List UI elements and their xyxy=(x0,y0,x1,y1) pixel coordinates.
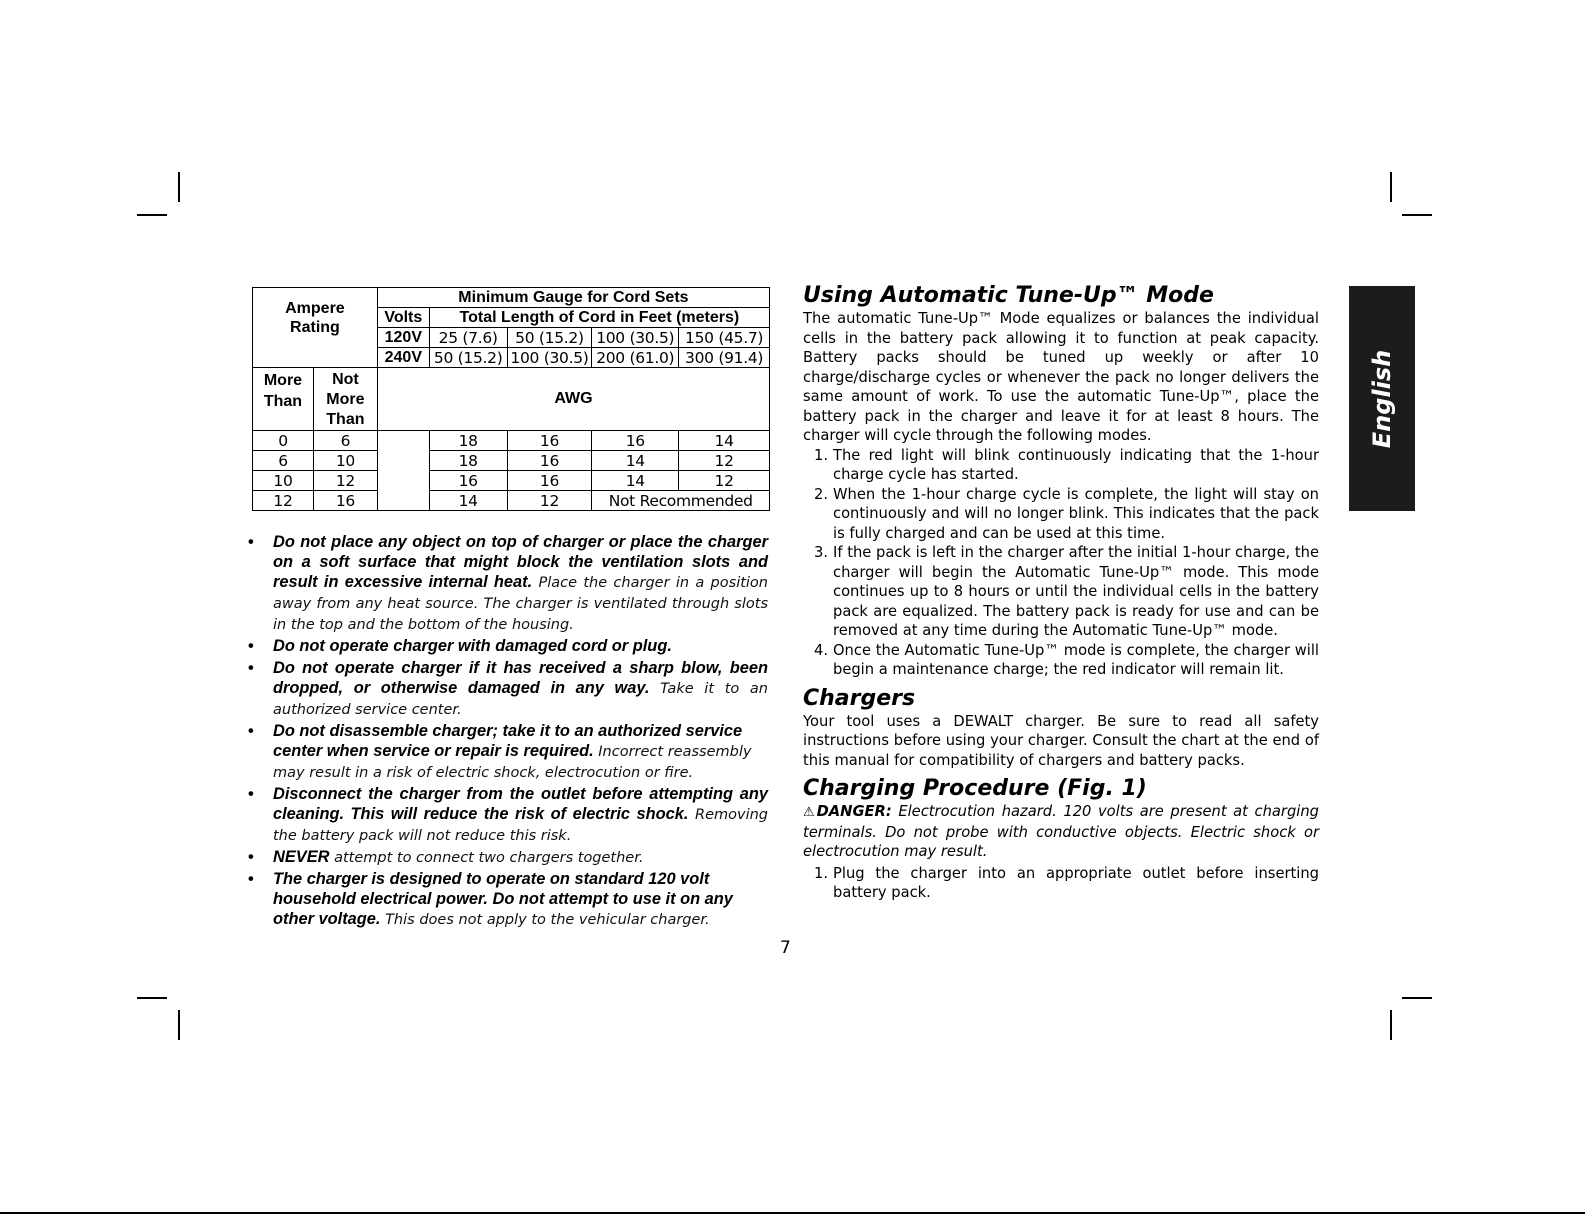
gauge-cell: 16 xyxy=(429,471,507,491)
chargers-text: Your tool uses a DEWALT charger. Be sure to read all safety instructions before using your charger. Consult the chart at the end of this manual for compatibility of chargers and battery packs. xyxy=(803,712,1319,769)
volts-header: Volts xyxy=(377,308,429,328)
warning-triangle-icon: ⚠ xyxy=(803,805,817,820)
crop-mark xyxy=(1402,214,1432,216)
length-cell: 200 (61.0) xyxy=(592,348,679,368)
page-number: 7 xyxy=(780,938,791,958)
list-item: 1. Plug the charger into an appropriate outlet before inserting battery pack. xyxy=(814,864,1319,901)
language-side-tab xyxy=(1349,286,1415,511)
awg-header: AWG xyxy=(377,368,769,431)
voltage-240: 240V xyxy=(377,348,429,368)
crop-mark xyxy=(137,997,167,999)
list-item: 1. The red light will blink continuously indicating that the 1-hour charge cycle has started. xyxy=(814,446,1319,483)
more-than-cell: 12 xyxy=(253,491,314,511)
gauge-cell: 16 xyxy=(507,431,592,451)
safety-bullet-list xyxy=(248,532,768,931)
more-than-header: More Than xyxy=(253,368,314,431)
cord-gauge-table xyxy=(252,287,770,511)
length-cell: 150 (45.7) xyxy=(679,328,770,348)
section-heading-chargers: Chargers xyxy=(803,685,916,711)
gauge-cell: 14 xyxy=(679,431,770,451)
danger-notice: ⚠DANGER: Electrocution hazard. 120 volts are present at charging terminals. Do not probe with conductive objects. Electric shock or electrocution may result. xyxy=(803,803,1320,860)
crop-mark xyxy=(1390,1010,1392,1040)
not-more-than-header: Not More Than xyxy=(313,368,377,431)
more-than-cell: 10 xyxy=(253,471,314,491)
not-more-than-cell: 16 xyxy=(313,491,377,511)
more-than-cell: 0 xyxy=(253,431,314,451)
gauge-cell: 14 xyxy=(592,451,679,471)
crop-mark xyxy=(1390,172,1392,202)
more-than-cell: 6 xyxy=(253,451,314,471)
crop-mark xyxy=(178,1010,180,1040)
gauge-cell: 12 xyxy=(679,451,770,471)
ampere-rating-spacer xyxy=(253,348,378,368)
right-column xyxy=(803,283,1319,903)
section-heading-tuneup: Using Automatic Tune-Up™ Mode xyxy=(803,283,1214,308)
gauge-cell: 18 xyxy=(429,451,507,471)
gauge-cell: 12 xyxy=(507,491,592,511)
bottom-rule xyxy=(0,1212,1585,1214)
list-item: 4. Once the Automatic Tune-Up™ mode is complete, the charger will begin a maintenance charge; the red indicator will remain lit. xyxy=(814,641,1319,678)
list-item: • Do not place any object on top of charger or place the charger on a soft surface that might block the ventilation slots and result in excessive internal heat. Place the charger in a position away from any heat source. The charger is ventilated through slots in the top and the bottom of the housing. xyxy=(248,532,768,635)
gauge-cell: 14 xyxy=(592,471,679,491)
blank-cell xyxy=(377,431,429,511)
not-recommended-cell: Not Recommended xyxy=(592,491,770,511)
ampere-rating-header: Ampere Rating xyxy=(253,288,378,348)
list-item: • Do not operate charger if it has received a sharp blow, been dropped, or otherwise damaged in any way. Take it to an authorized service center. xyxy=(248,658,768,720)
length-cell: 100 (30.5) xyxy=(507,348,592,368)
crop-mark xyxy=(1402,997,1432,999)
table-title: Minimum Gauge for Cord Sets xyxy=(377,288,769,308)
list-item: 2. When the 1-hour charge cycle is complete, the light will stay on continuously and will no longer blink. This indicates that the pack is fully charged and can be used at this time. xyxy=(814,485,1319,542)
language-label: English xyxy=(1368,349,1396,448)
not-more-than-cell: 10 xyxy=(313,451,377,471)
gauge-cell: 16 xyxy=(507,471,592,491)
length-cell: 100 (30.5) xyxy=(592,328,679,348)
list-item: 3. If the pack is left in the charger after the initial 1-hour charge, the charger will begin the Automatic Tune-Up™ mode. This mode continues up to 8 hours or until the individual cells in the battery pack are equalized. The battery pack is ready for use and can be removed at any time during the Automatic Tune-Up™ mode. xyxy=(814,544,1319,639)
length-cell: 50 (15.2) xyxy=(429,348,507,368)
not-more-than-cell: 6 xyxy=(313,431,377,451)
voltage-120: 120V xyxy=(377,328,429,348)
gauge-cell: 16 xyxy=(592,431,679,451)
section-heading-procedure: Charging Procedure (Fig. 1) xyxy=(803,776,1147,801)
list-item: • Do not disassemble charger; take it to an authorized service center when service or repair is required. Incorrect reassembly may result in a risk of electric shock, electrocution or fire. xyxy=(248,721,768,783)
length-cell: 300 (91.4) xyxy=(679,348,770,368)
crop-mark xyxy=(137,214,167,216)
not-more-than-cell: 12 xyxy=(313,471,377,491)
tuneup-steps xyxy=(803,446,1319,680)
total-length-header: Total Length of Cord in Feet (meters) xyxy=(429,308,769,328)
procedure-steps xyxy=(803,864,1319,903)
gauge-cell: 16 xyxy=(507,451,592,471)
crop-mark xyxy=(178,172,180,202)
gauge-cell: 12 xyxy=(679,471,770,491)
list-item: • NEVER attempt to connect two chargers together. xyxy=(248,847,768,868)
length-cell: 50 (15.2) xyxy=(507,328,592,348)
gauge-cell: 14 xyxy=(429,491,507,511)
list-item: • Do not operate charger with damaged cord or plug. xyxy=(248,636,768,657)
length-cell: 25 (7.6) xyxy=(429,328,507,348)
list-item: • Disconnect the charger from the outlet before attempting any cleaning. This will reduce the risk of electric shock. Removing the battery pack will not reduce this risk. xyxy=(248,784,768,846)
gauge-cell: 18 xyxy=(429,431,507,451)
list-item: • The charger is designed to operate on standard 120 volt household electrical power. Do not attempt to use it on any other voltage. This does not apply to the vehicular charger. xyxy=(248,869,768,930)
tuneup-intro: The automatic Tune-Up™ Mode equalizes or balances the individual cells in the battery pack allowing it to function at peak capacity. Battery packs should be tuned up weekly or after 10 charge/discharge cycles or whenever the pack no longer delivers the same amount of work. To use the automatic Tune-Up™, place the battery pack in the charger and leave it for at least 8 hours. The charger will cycle through the following modes. xyxy=(803,310,1319,444)
